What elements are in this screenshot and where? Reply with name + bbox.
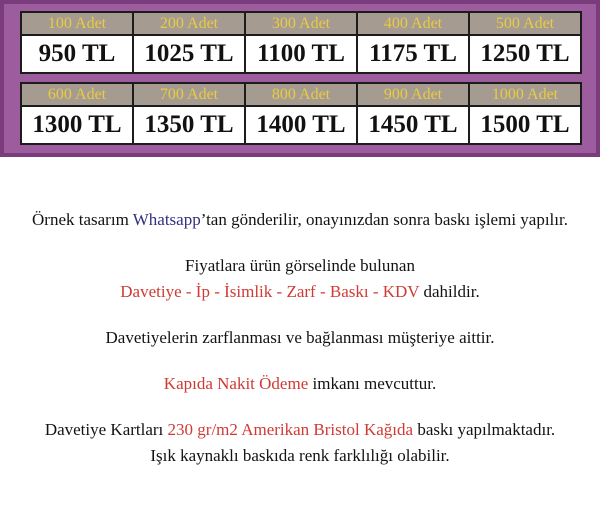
qty-header-600: 600 Adet (21, 83, 133, 106)
note-text: ’tan gönderilir, onayınızdan sonra baskı işlemi yapılır. (200, 210, 568, 229)
note-text: baskı yapılmaktadır. (413, 420, 556, 439)
price-panel (0, 0, 600, 157)
price-cell-100: 950 TL (21, 35, 133, 73)
note-sample-design (0, 207, 600, 233)
note-text: dahildir. (419, 282, 480, 301)
price-table-row1 (20, 11, 582, 74)
price-cell-400: 1175 TL (357, 35, 469, 73)
paper-spec-text: 230 gr/m2 Amerikan Bristol Kağıda (167, 420, 414, 439)
qty-header-800: 800 Adet (245, 83, 357, 106)
price-cell-300: 1100 TL (245, 35, 357, 73)
price-cell-1000: 1500 TL (469, 106, 581, 144)
included-items-text: Davetiye - İp - İsimlik - Zarf - Baskı - KDV (120, 282, 420, 301)
note-text: Örnek tasarım (32, 210, 133, 229)
note-text: Işık kaynaklı baskıda renk farklılığı olabilir. (150, 446, 450, 465)
note-price-includes (0, 253, 600, 305)
note-text: Davetiyelerin zarflanması ve bağlanması müşteriye aittir. (105, 328, 495, 347)
whatsapp-text: Whatsapp (132, 210, 201, 229)
note-text: Davetiye Kartları (44, 420, 168, 439)
qty-header-700: 700 Adet (133, 83, 245, 106)
price-cell-600: 1300 TL (21, 106, 133, 144)
note-text: Fiyatlara ürün görselinde bulunan (185, 256, 415, 275)
price-value-row (21, 35, 581, 73)
qty-header-500: 500 Adet (469, 12, 581, 35)
quantity-header-row (21, 83, 581, 106)
cash-payment-text: Kapıda Nakit Ödeme (163, 374, 309, 393)
price-table-row2 (20, 82, 582, 145)
qty-header-900: 900 Adet (357, 83, 469, 106)
qty-header-400: 400 Adet (357, 12, 469, 35)
note-cash-on-delivery (0, 371, 600, 397)
note-text: imkanı mevcuttur. (308, 374, 437, 393)
price-cell-500: 1250 TL (469, 35, 581, 73)
note-paper-type (0, 417, 600, 469)
qty-header-300: 300 Adet (245, 12, 357, 35)
note-envelope-responsibility (0, 325, 600, 351)
qty-header-200: 200 Adet (133, 12, 245, 35)
price-cell-700: 1350 TL (133, 106, 245, 144)
quantity-header-row (21, 12, 581, 35)
price-value-row (21, 106, 581, 144)
price-cell-200: 1025 TL (133, 35, 245, 73)
price-cell-800: 1400 TL (245, 106, 357, 144)
notes-section (0, 157, 600, 469)
price-cell-900: 1450 TL (357, 106, 469, 144)
qty-header-1000: 1000 Adet (469, 83, 581, 106)
qty-header-100: 100 Adet (21, 12, 133, 35)
